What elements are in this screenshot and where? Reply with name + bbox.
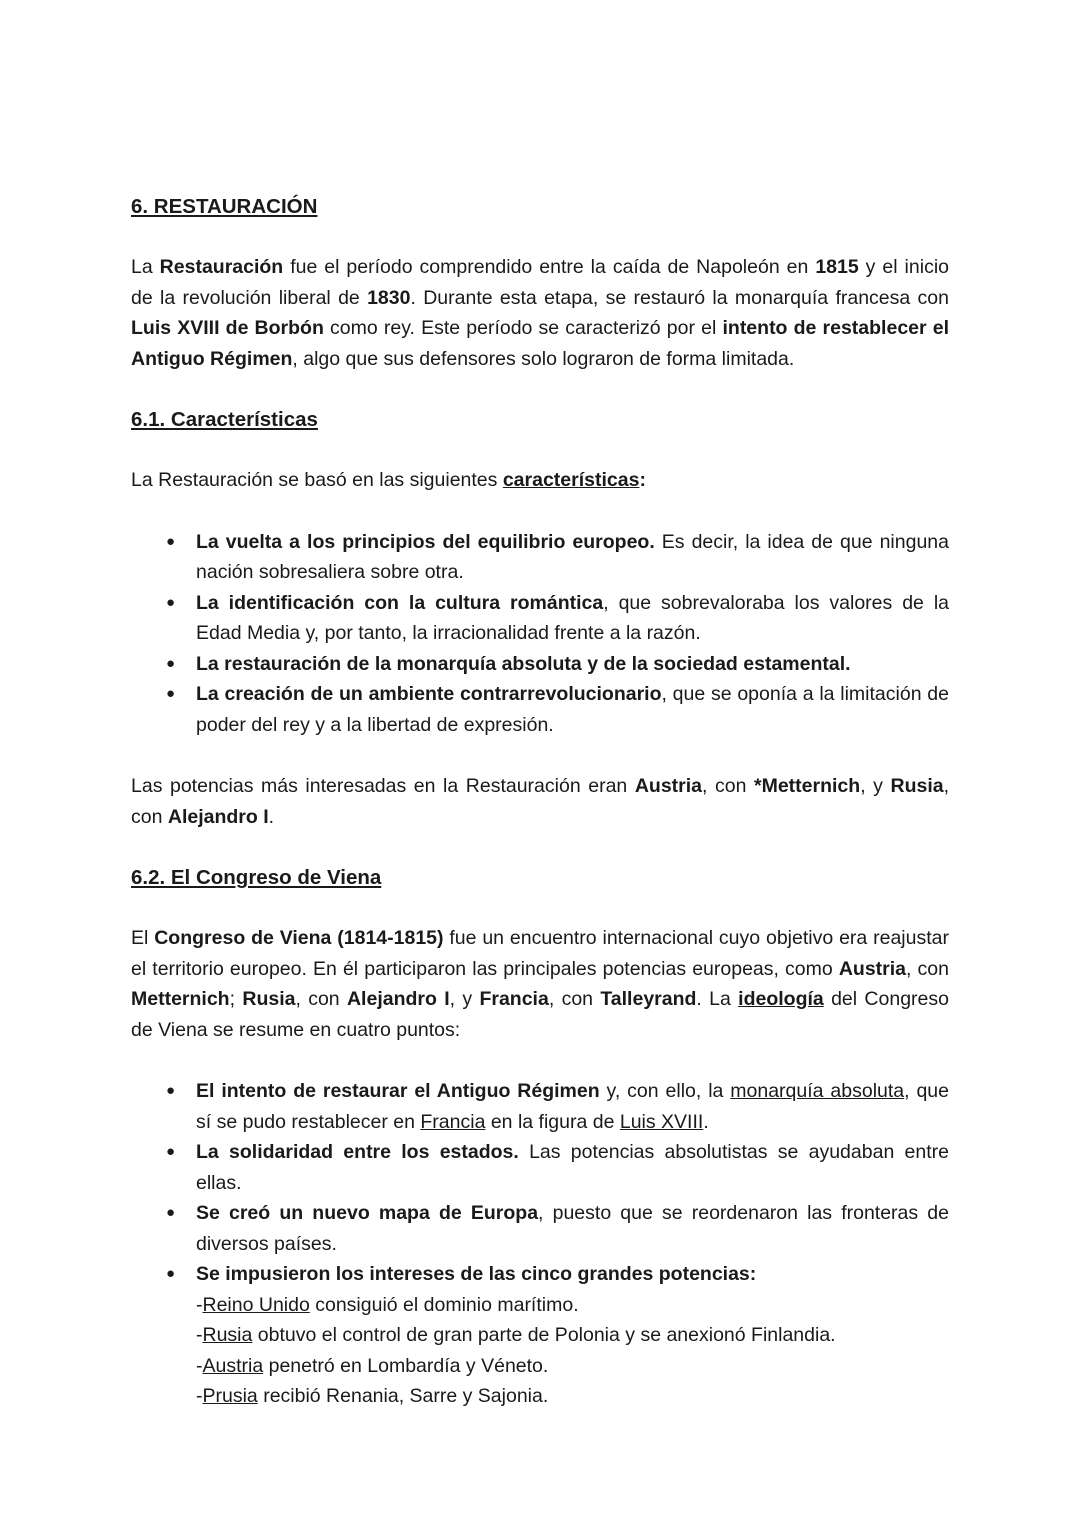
list-item: ● El intento de restaurar el Antiguo Régimen y, con ello, la monarquía absoluta, que sí se pudo restablecer en Francia en la figura de Luis XVIII. xyxy=(196,1076,949,1137)
list-item: ● La vuelta a los principios del equilibrio europeo. Es decir, la idea de que ninguna nación sobresaliera sobre otra. xyxy=(196,527,949,588)
list-item: ● Se impusieron los intereses de las cinco grandes potencias: -Reino Unido consiguió el dominio marítimo. -Rusia obtuvo el control de gran parte de Polonia y se anexionó Finlandia. -Austria penetró en Lombardía y Véneto. -Prusia recibió Renania, Sarre y Sajonia. xyxy=(196,1259,949,1412)
bullet-icon: ● xyxy=(166,1204,176,1221)
section-6-title: 6. RESTAURACIÓN xyxy=(131,195,318,218)
bullet-icon: ● xyxy=(166,1082,176,1099)
characteristics-list xyxy=(131,527,949,741)
bullet-icon: ● xyxy=(166,532,176,550)
power-subitem: -Austria penetró en Lombardía y Véneto. xyxy=(196,1354,549,1377)
document-body xyxy=(131,192,949,1443)
list-item: ● La restauración de la monarquía absoluta y de la sociedad estamental. xyxy=(196,649,949,680)
ideology-list xyxy=(131,1076,949,1412)
list-item: ● La creación de un ambiente contrarrevolucionario, que se oponía a la limitación de poder del rey y a la libertad de expresión. xyxy=(196,679,949,740)
section-6-1-closing: Las potencias más interesadas en la Restauración eran Austria, con *Metternich, y Rusia, con Alejandro I. xyxy=(131,775,950,828)
list-item: ● Se creó un nuevo mapa de Europa, puesto que se reordenaron las fronteras de diversos países. xyxy=(196,1198,949,1259)
section-6-2-title: 6.2. El Congreso de Viena xyxy=(131,866,382,889)
section-6-1-intro: La Restauración se basó en las siguientes características: xyxy=(131,469,646,491)
section-6-1-title: 6.1. Características xyxy=(131,408,318,431)
bullet-icon: ● xyxy=(166,593,176,611)
bullet-icon: ● xyxy=(166,685,176,702)
power-subitem: -Reino Unido consiguió el dominio marítimo. xyxy=(196,1293,579,1316)
bullet-icon: ● xyxy=(166,1265,176,1282)
list-item: ● La solidaridad entre los estados. Las potencias absolutistas se ayudaban entre ellas. xyxy=(196,1137,949,1198)
power-subitem: -Rusia obtuvo el control de gran parte de Polonia y se anexionó Finlandia. xyxy=(196,1324,836,1346)
list-item: ● La identificación con la cultura romántica, que sobrevaloraba los valores de la Edad Media y, por tanto, la irracionalidad frente a la razón. xyxy=(196,588,949,649)
section-6-intro: La Restauración fue el período comprendido entre la caída de Napoleón en 1815 y el inicio de la revolución liberal de 1830. Durante esta etapa, se restauró la monarquía francesa con Luis XVIII de Borbón como rey. Este período se caracterizó por el intento de restablecer el Antiguo Régimen, algo que sus defensores solo lograron de forma limitada. xyxy=(131,256,950,370)
bullet-icon: ● xyxy=(166,1143,176,1160)
section-6-2-intro: El Congreso de Viena (1814-1815) fue un encuentro internacional cuyo objetivo era reajustar el territorio europeo. En él participaron las principales potencias europeas, como Austria, con Metternich; Rusia, con Alejandro I, y Francia, con Talleyrand. La ideología del Congreso de Viena se resume en cuatro puntos: xyxy=(131,927,949,1041)
bullet-icon: ● xyxy=(166,654,176,672)
power-subitem: -Prusia recibió Renania, Sarre y Sajonia. xyxy=(196,1385,549,1407)
